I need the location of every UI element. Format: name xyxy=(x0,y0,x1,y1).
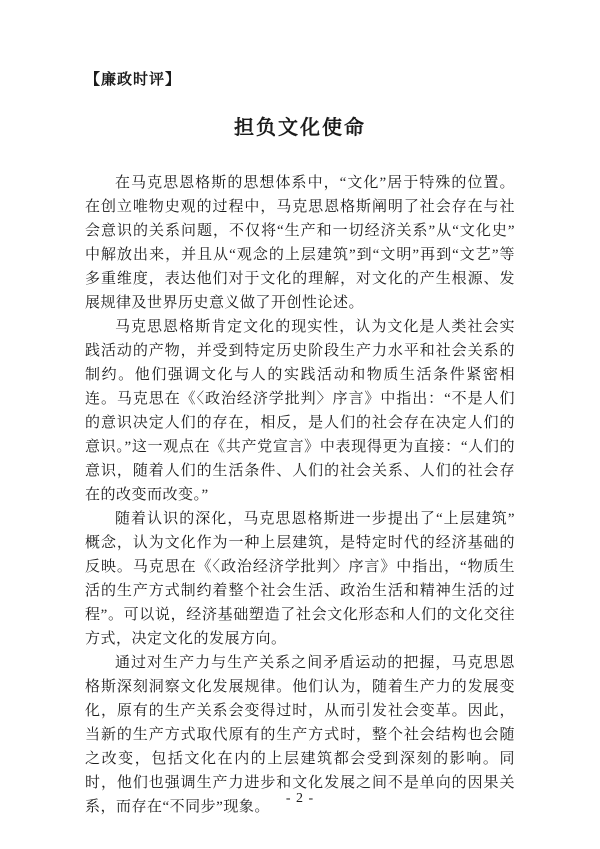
section-tag: 【廉政时评】 xyxy=(85,72,182,88)
paragraph-2: 马克思恩格斯肯定文化的现实性，认为文化是人类社会实践活动的产物，并受到特定历史阶段生产力水平和社会关系的制约。他们强调文化与人的实践活动和物质生活条件紧密相连。马克思在《〈政治经济学批判〉序言》中指出：“不是人们的意识决定人们的存在，相反，是人们的社会存在决定人们的意识。”这一观点在《共产党宣言》中表现得更为直接：“人们的意识，随着人们的生活条件、人们的社会关系、人们的社会存在的改变而改变。” xyxy=(85,319,515,503)
paragraph-1: 在马克思恩格斯的思想体系中，“文化”居于特殊的位置。在创立唯物史观的过程中，马克思恩格斯阐明了社会存在与社会意识的关系问题，不仅将“生产和一切经济关系”从“文化史”中解放出来，并且从“观念的上层建筑”到“文明”再到“文艺”等多重维度，表达他们对于文化的理解，对文化的产生根源、发展规律及世界历史意义做了开创性论述。 xyxy=(85,175,515,311)
article-body xyxy=(85,171,515,819)
paragraph-4: 通过对生产力与生产关系之间矛盾运动的把握，马克思恩格斯深刻洞察文化发展规律。他们认为，随着生产力的发展变化，原有的生产关系会变得过时，从而引发社会变革。因此，当新的生产方式取代原有的生产方式时，整个社会结构也会随之改变，包括文化在内的上层建筑都会受到深刻的影响。同时，他们也强调生产力进步和文化发展之间不是单向的因果关系，而存在“不同步”现象。 xyxy=(85,655,515,815)
page-number: - 2 - xyxy=(285,791,315,806)
document-title: 担负文化使命 xyxy=(234,117,366,139)
paragraph-3: 随着认识的深化，马克思恩格斯进一步提出了“上层建筑”概念，认为文化作为一种上层建筑，是特定时代的经济基础的反映。马克思在《〈政治经济学批判〉序言》中指出，“物质生活的生产方式制约着整个社会生活、政治生活和精神生活的过程”。可以说，经济基础塑造了社会文化形态和人们的文化交往方式，决定文化的发展方向。 xyxy=(85,511,515,647)
